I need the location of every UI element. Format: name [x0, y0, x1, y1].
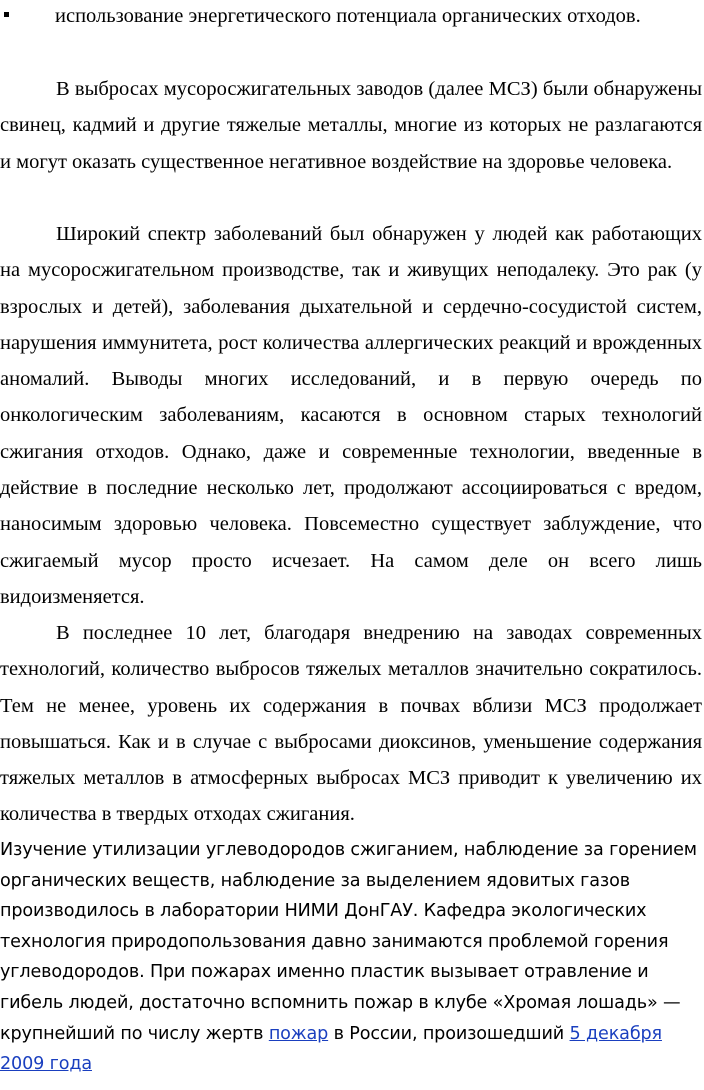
paragraph-laboratory	[0, 835, 704, 1080]
bullet-paragraph	[0, 0, 702, 34]
link-fire[interactable]: пожар	[268, 1023, 329, 1044]
paragraph-laboratory-text: Изучение утилизации углеводородов сжиганием, наблюдение за горением органических веществ, наблюдение за выделением ядовитых газов производилось в лаборатории НИМИ ДонГАУ. Кафедра экологических технология природопользования давно занимаются проблемой горения углеводородов. При пожарах именно пластик вызывает отравление и гибель людей, достаточно вспомнить пожар в клубе «Хромая лошадь» — крупнейший по числу жертв	[0, 840, 697, 1044]
paragraph-last-decade: В последнее 10 лет, благодаря внедрению на заводах современных технологий, количество выбросов тяжелых металлов значительно сократилось. Тем не менее, уровень их содержания в почвах вблизи МСЗ продолжает повышаться. Как и в случае с выбросами диоксинов, уменьшение содержания тяжелых металлов в атмосферных выбросах МСЗ приводит к увеличению их количества в твердых отходах сжигания.	[0, 622, 702, 826]
bullet-marker-icon	[4, 12, 9, 17]
link-date[interactable]: 5 декабря	[569, 1023, 662, 1044]
paragraph-laboratory-mid: в России, произошедший	[333, 1023, 565, 1044]
paragraph-diseases: Широкий спектр заболеваний был обнаружен у людей как работающих на мусоросжигательном производстве, так и живущих неподалеку. Это рак (у взрослых и детей), заболевания дыхательной и сердечно-сосудистой систем, нарушения иммунитета, рост количества аллергических реакций и врожденных аномалий. Выводы многих исследований, и в первую очередь по онкологическим заболеваниям, касаются в основном старых технологий сжигания отходов. Однако, даже и современные технологии, введенные в действие в последние несколько лет, продолжают ассоциироваться с вредом, наносимым здоровью человека. Повсеместно существует заблуждение, что сжигаемый мусор просто исчезает. На самом деле он всего лишь видоизменяется.	[0, 223, 702, 608]
link-year[interactable]: 2009 года	[0, 1054, 92, 1075]
bullet-paragraph-text: использование энергетического потенциала органических отходов.	[55, 5, 641, 27]
paragraph-heavy-metals: В выбросах мусоросжигательных заводов (далее МСЗ) были обнаружены свинец, кадмий и другие тяжелые металлы, многие из которых не разлагаются и могут оказать существенное негативное воздействие на здоровье человека.	[0, 78, 702, 173]
